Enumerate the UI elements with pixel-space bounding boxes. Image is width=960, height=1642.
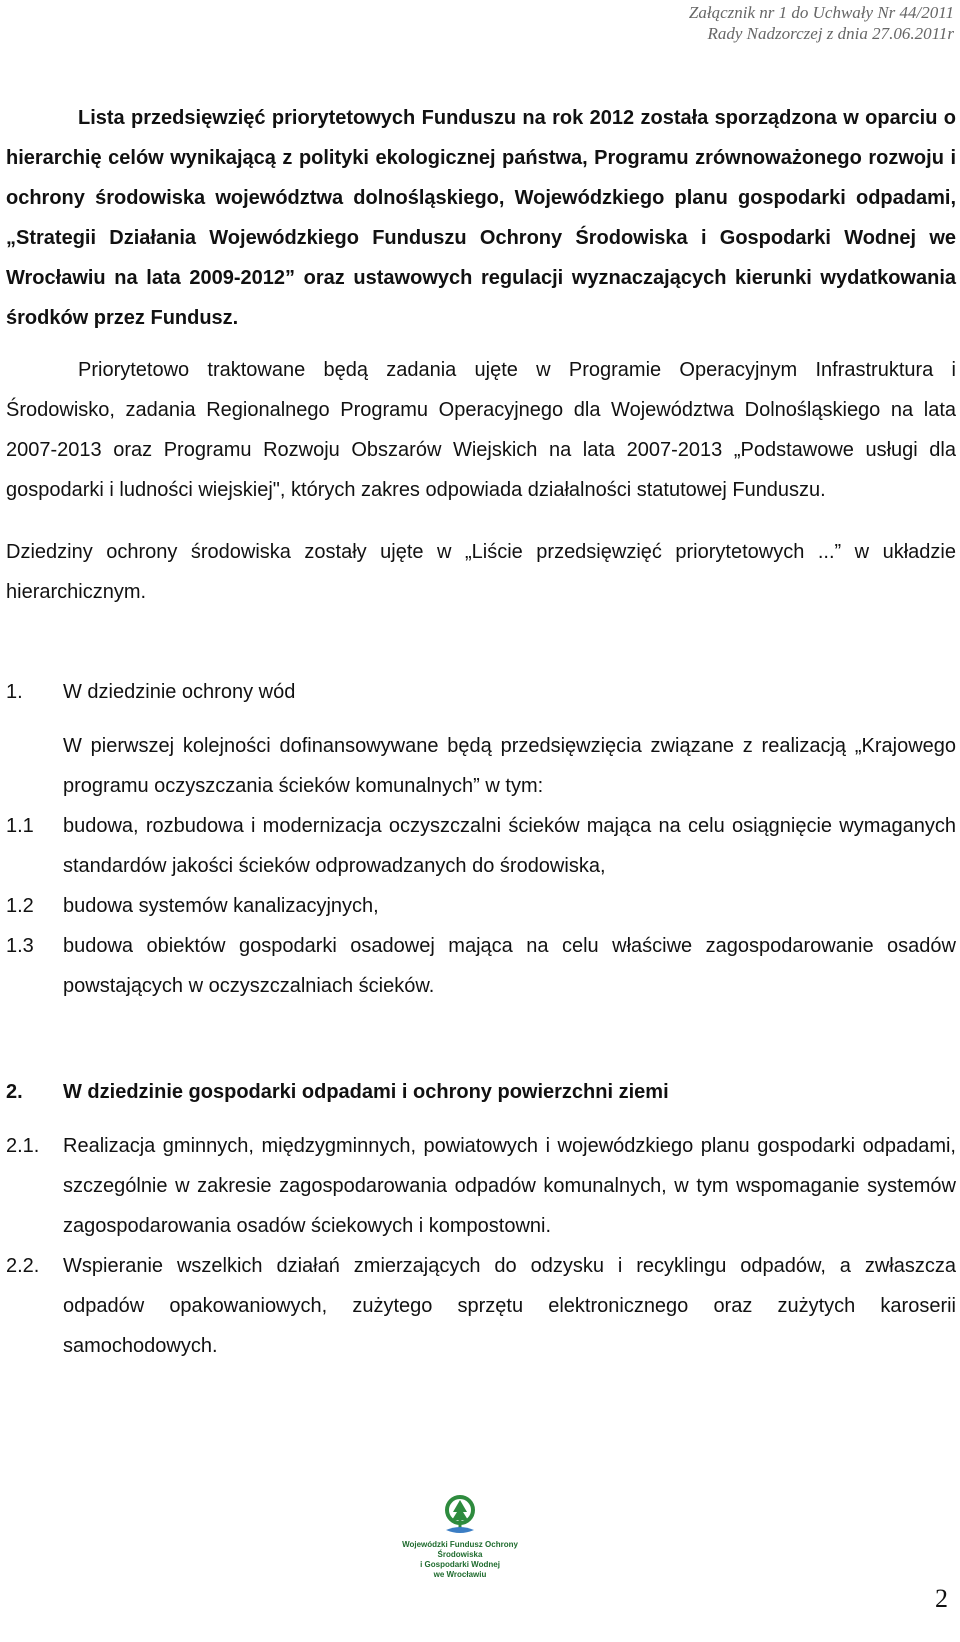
section-title: W dziedzinie ochrony wód <box>63 681 296 703</box>
section-title: W dziedzinie gospodarki odpadami i ochrony powierzchni ziemi <box>63 1081 669 1103</box>
section-2-heading <box>6 1072 956 1112</box>
item-text: budowa obiektów gospodarki osadowej mająca na celu właściwe zagospodarowanie osadów powstających w oczyszczalniach ścieków. <box>63 935 956 997</box>
section-number: 1. <box>6 681 23 703</box>
item-number: 1.3 <box>6 935 34 957</box>
logo-caption <box>388 1540 532 1580</box>
priority-paragraph: Priorytetowo traktowane będą zadania ujęte w Programie Operacyjnym Infrastruktura i Środowisko, zadania Regionalnego Programu Operacyjnego dla Województwa Dolnośląskiego na lata 2007-2013 oraz Programu Rozwoju Obszarów Wiejskich na lata 2007-2013 „Podstawowe usługi dla gospodarki i ludności wiejskiej", których zakres odpowiada działalności statutowej Funduszu. <box>6 359 956 501</box>
item-number: 2.1. <box>6 1135 40 1157</box>
item-number: 1.2 <box>6 895 34 917</box>
list-item <box>6 806 956 886</box>
list-item <box>6 1126 956 1246</box>
logo-line-3: we Wrocławiu <box>433 1570 487 1579</box>
item-text: Realizacja gminnych, międzygminnych, powiatowych i wojewódzkiego planu gospodarki odpadami, szczególnie w zakresie zagospodarowania odpadów komunalnych, w tym wspomaganie systemów zagospodarowania osadów ściekowych i kompostowni. <box>63 1135 956 1237</box>
fund-logo <box>388 1494 532 1580</box>
logo-line-2: i Gospodarki Wodnej <box>420 1560 500 1569</box>
document-body <box>6 98 956 1366</box>
list-item <box>6 886 956 926</box>
annotation-line-1: Załącznik nr 1 do Uchwały Nr 44/2011 <box>688 3 954 22</box>
list-item <box>6 1246 956 1366</box>
item-text: budowa, rozbudowa i modernizacja oczyszczalni ścieków mająca na celu osiągnięcie wymaganych standardów jakości ścieków odprowadzanych do środowiska, <box>63 815 956 877</box>
section-1-list <box>6 806 956 1006</box>
list-item <box>6 926 956 1006</box>
item-text: budowa systemów kanalizacyjnych, <box>63 895 379 917</box>
section-2-list <box>6 1126 956 1366</box>
intro-paragraph: Lista przedsięwzięć priorytetowych Funduszu na rok 2012 została sporządzona w oparciu o hierarchię celów wynikającą z polityki ekologicznej państwa, Programu zrównoważonego rozwoju i ochrony środowiska województwa dolnośląskiego, Wojewódzkiego planu gospodarki odpadami, „Strategii Działania Wojewódzkiego Funduszu Ochrony Środowiska i Gospodarki Wodnej we Wrocławiu na lata 2009-2012” oraz ustawowych regulacji wyznaczających kierunki wydatkowania środków przez Fundusz. <box>6 107 956 329</box>
item-number: 2.2. <box>6 1255 40 1277</box>
document-annotation <box>689 2 954 44</box>
item-number: 1.1 <box>6 815 34 837</box>
tree-logo-icon <box>440 1494 480 1538</box>
annotation-line-2: Rady Nadzorczej z dnia 27.06.2011r <box>707 24 954 43</box>
section-1-heading <box>6 672 956 712</box>
page-number: 2 <box>935 1584 948 1613</box>
domains-paragraph: Dziedziny ochrony środowiska zostały ujęte w „Liście przedsięwzięć priorytetowych ...” w układzie hierarchicznym. <box>6 541 956 603</box>
section-1-intro: W pierwszej kolejności dofinansowywane będą przedsięwzięcia związane z realizacją „Krajowego programu oczyszczania ścieków komunalnych” w tym: <box>63 735 956 797</box>
item-text: Wspieranie wszelkich działań zmierzających do odzysku i recyklingu odpadów, a zwłaszcza odpadów opakowaniowych, zużytego sprzętu elektronicznego oraz zużytych karoserii samochodowych. <box>63 1255 956 1357</box>
section-number: 2. <box>6 1081 23 1103</box>
logo-line-1: Wojewódzki Fundusz Ochrony Środowiska <box>402 1540 518 1559</box>
